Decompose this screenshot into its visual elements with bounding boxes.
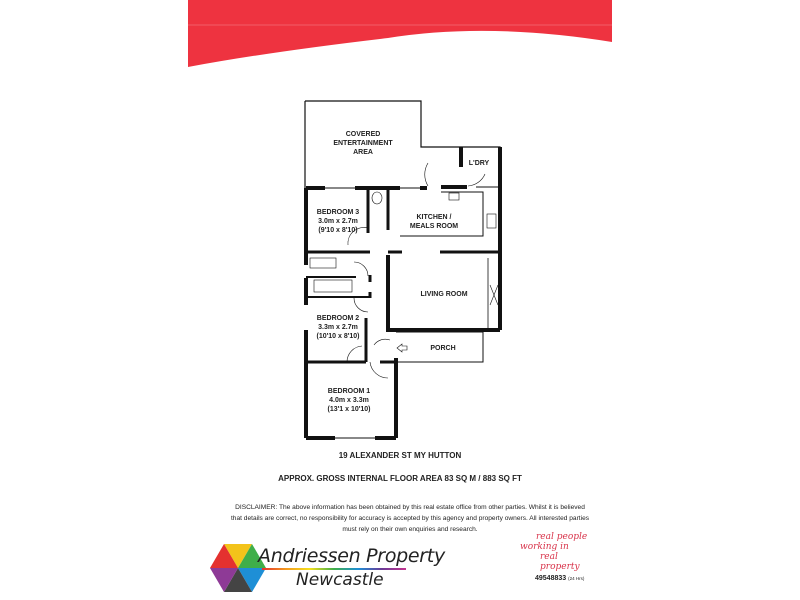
phone-number: 49548833 (24 Hrs) xyxy=(535,575,585,582)
room-label-bedroom-2: BEDROOM 2 3.3m x 2.7m (10'10 x 8'10) xyxy=(316,315,360,340)
property-address: 19 ALEXANDER ST MY HUTTON xyxy=(338,451,462,460)
brand-name: Andriessen Property xyxy=(258,545,445,567)
arrow-left-icon xyxy=(397,344,407,352)
room-label-porch: PORCH xyxy=(430,345,456,352)
room-label-bedroom-3: BEDROOM 3 3.0m x 2.7m (9'10 x 8'10) xyxy=(316,209,360,234)
room-label-living-room: LIVING ROOM xyxy=(420,291,468,298)
room-label-kitchen: KITCHEN / MEALS ROOM xyxy=(409,214,459,230)
room-label-laundry: L'DRY xyxy=(468,160,490,167)
room-label-covered-area: COVERED ENTERTAINMENT AREA xyxy=(333,131,393,156)
tagline: real people working in real property xyxy=(520,532,588,572)
room-label-bedroom-1: BEDROOM 1 4.0m x 3.3m (13'1 x 10'10) xyxy=(327,388,371,413)
disclaimer: DISCLAIMER: The above information has been obtained by this real estate office from other parties. Whilst it is believed that details are correct, no responsibility for accuracy is accepted by this agency and property owners. All interested parties must rely on their own enquiries and research. xyxy=(230,504,590,533)
brand-location: Newcastle xyxy=(296,570,384,590)
floor-area: APPROX. GROSS INTERNAL FLOOR AREA 83 SQ M / 883 SQ FT xyxy=(278,474,522,483)
